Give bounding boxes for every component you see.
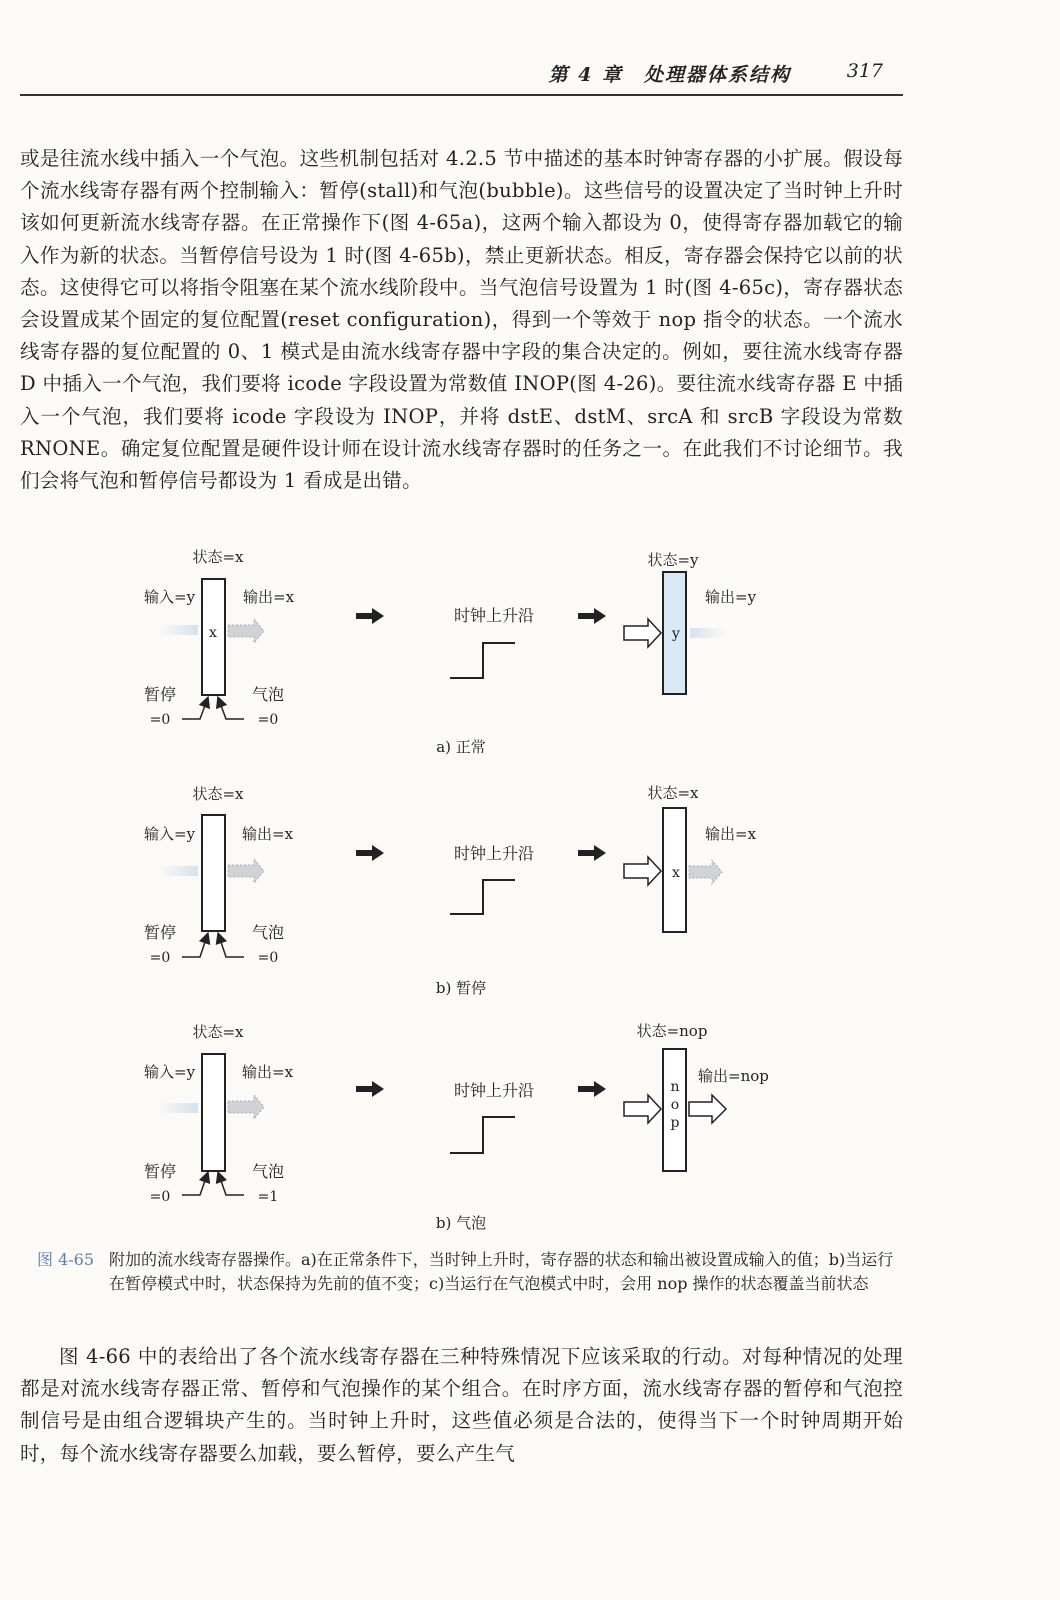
bubble-signal-arrow (219, 1175, 244, 1195)
input-glow (158, 866, 198, 876)
bubble-signal-arrow (219, 936, 244, 957)
stall-label: 暂停 (143, 685, 177, 704)
chapter-title: 第 4 章 处理器体系结构 (548, 64, 791, 86)
before-state-label: 状态=x (192, 548, 244, 566)
panel-caption: b) 暂停 (435, 979, 487, 997)
bubble-value: =1 (257, 1189, 279, 1205)
stall-signal-arrow (182, 700, 207, 719)
bubble-value: =0 (257, 712, 279, 728)
stall-value: =0 (149, 712, 171, 728)
clock-edge-waveform (450, 1117, 515, 1153)
register-before (202, 815, 225, 931)
after-output-label: 输出=nop (698, 1067, 769, 1085)
transition-arrow-2 (578, 608, 606, 624)
register-before (202, 1054, 225, 1171)
body-paragraph-2: 图 4-66 中的表给出了各个流水线寄存器在三种特殊情况下应该采取的行动。对每种情况的处理都是对流水线寄存器正常、暂停和气泡操作的某个组合。在时序方面，流水线寄存器的暂停和气泡控制信号是由组合逻辑块产生的。当时钟上升时，这些值必须是合法的，使得当下一个时钟周期开始时，每个流水线寄存器要么加载，要么暂停，要么产生气 (20, 1345, 903, 1465)
transition-arrow-1 (356, 1081, 384, 1097)
before-input-label: 输入=y (144, 588, 196, 606)
before-output-label: 输出=x (242, 825, 294, 843)
stall-signal-arrow (182, 1175, 207, 1195)
body-paragraph-1: 或是往流水线中插入一个气泡。这些机制包括对 4.2.5 节中描述的基本时钟寄存器的小扩展。假设每个流水线寄存器有两个控制输入：暂停(stall)和气泡(bubble)。这些信号的设置决定了当时钟上升时该如何更新流水线寄存器。在正常操作下(图 4-65a)，这两个输入都设为 0，使得寄存器加载它的输入作为新的状态。当暂停信号设为 1 时(图 4-65b)，禁止更新状态。相反，寄存器会保持它以前的状态。这使得它可以将指令阻塞在某个流水线阶段中。当气泡信号设置为 1 时(图 4-65c)，寄存器状态会设置成某个固定的复位配置(reset configuration)，得到一个等效于 nop 指令的状态。一个流水线寄存器的复位配置的 0、1 模式是由流水线寄存器中字段的集合决定的。例如，要往流水线寄存器 D 中插入一个气泡，我们要将 icode 字段设置为常数值 INOP(图 4-26)。要往流水线寄存器 E 中插入一个气泡，我们要将 icode 字段设为 INOP，并将 dstE、dstM、srcA 和 srcB 字段设为常数 RNONE。确定复位配置是硬件设计师在设计流水线寄存器时的任务之一。在此我们不讨论细节。我们会将气泡和暂停信号都设为 1 看成是出错。 (20, 147, 903, 493)
panel-caption: a) 正常 (436, 738, 486, 756)
clock-edge-label: 时钟上升沿 (453, 606, 535, 625)
panel-caption: b) 气泡 (435, 1214, 487, 1232)
input-arrow (624, 857, 661, 885)
register-after-value: y (672, 626, 680, 642)
after-output-label: 输出=y (705, 588, 757, 606)
panel-normal (144, 548, 757, 756)
before-input-label: 输入=y (144, 825, 196, 843)
register-after-value: n o p (670, 1079, 680, 1131)
clock-edge-waveform (450, 643, 515, 678)
stall-label: 暂停 (143, 923, 177, 942)
bubble-signal-arrow (219, 700, 244, 719)
before-state-label: 状态=x (192, 785, 244, 803)
before-state-label: 状态=x (192, 1023, 244, 1041)
bubble-label: 气泡 (251, 1162, 285, 1181)
transition-arrow-1 (356, 845, 384, 861)
bubble-value: =0 (257, 950, 279, 966)
after-state-label: 状态=y (647, 551, 699, 569)
transition-arrow-1 (356, 608, 384, 624)
bubble-label: 气泡 (251, 685, 285, 704)
output-glow (690, 628, 726, 638)
bubble-label: 气泡 (251, 923, 285, 942)
output-arrow-faded (228, 1095, 264, 1119)
input-glow (158, 1103, 198, 1113)
clock-edge-label: 时钟上升沿 (453, 844, 535, 863)
register-after-value: x (672, 865, 680, 881)
before-input-label: 输入=y (144, 1063, 196, 1081)
before-output-label: 输出=x (242, 1063, 294, 1081)
clock-edge-label: 时钟上升沿 (453, 1081, 535, 1100)
transition-arrow-2 (578, 845, 606, 861)
after-state-label: 状态=nop (636, 1022, 708, 1040)
figure-number: 图 4-65 (37, 1250, 95, 1269)
input-glow (158, 625, 198, 635)
before-output-label: 输出=x (243, 588, 295, 606)
page-number: 317 (846, 60, 883, 82)
stall-signal-arrow (182, 936, 207, 957)
stall-value: =0 (149, 1189, 171, 1205)
output-arrow (689, 1095, 726, 1123)
input-arrow (624, 1095, 661, 1123)
register-before-value: x (209, 625, 217, 641)
input-arrow (624, 619, 661, 647)
stall-value: =0 (149, 950, 171, 966)
after-output-label: 输出=x (705, 825, 757, 843)
output-arrow-faded (689, 860, 722, 884)
after-state-label: 状态=x (647, 784, 699, 802)
clock-edge-waveform (450, 880, 515, 914)
figure-caption-text: 附加的流水线寄存器操作。a)在正常条件下，当时钟上升时，寄存器的状态和输出被设置成输入的值；b)当运行在暂停模式中时，状态保持为先前的值不变；c)当运行在气泡模式中时，会用 nop 操作的状态覆盖当前状态 (109, 1250, 894, 1293)
panel-bubble (144, 1022, 769, 1232)
output-arrow-faded (228, 859, 264, 883)
transition-arrow-2 (578, 1081, 606, 1097)
stall-label: 暂停 (143, 1162, 177, 1181)
output-arrow-faded (228, 619, 264, 643)
panel-stall (144, 784, 757, 997)
